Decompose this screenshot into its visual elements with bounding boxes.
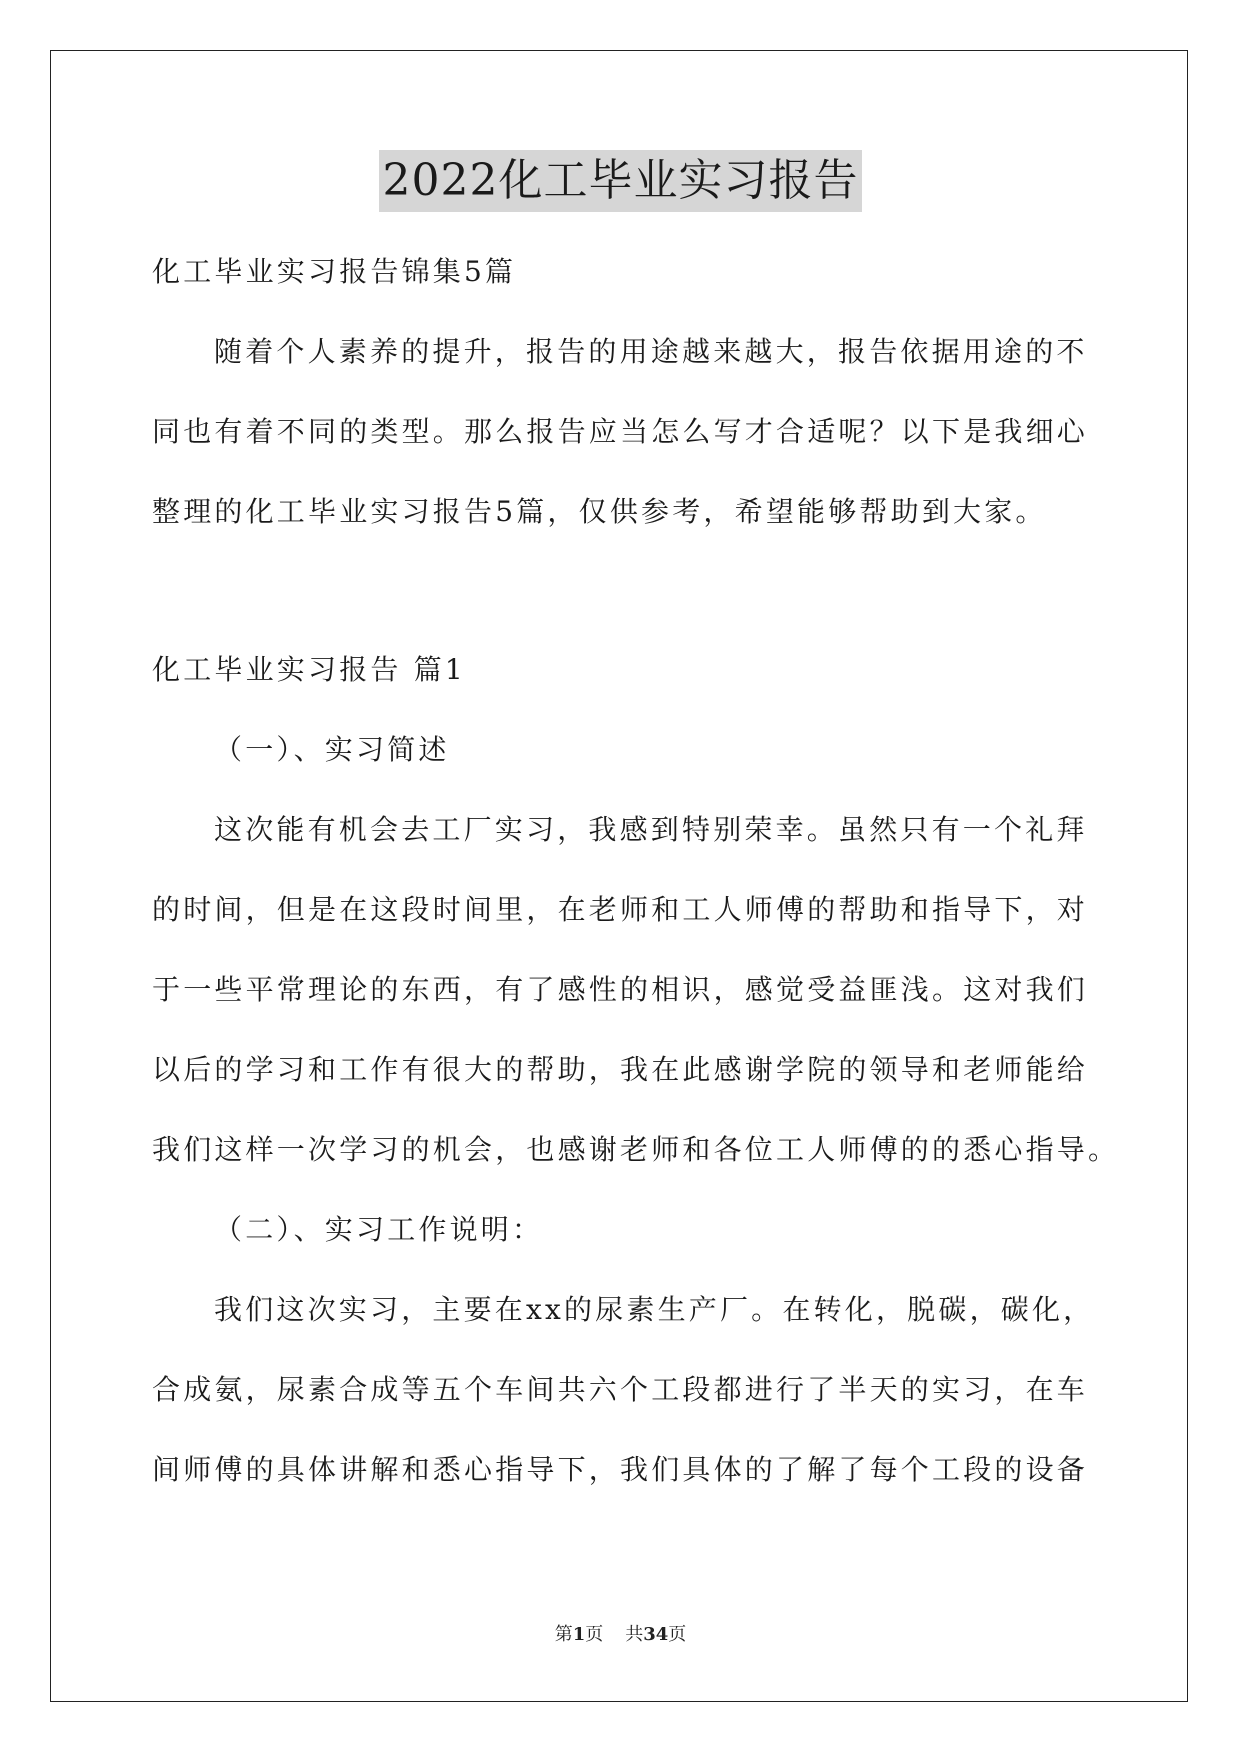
paragraph-line: 随着个人素养的提升，报告的用途越来越大，报告依据用途的不 xyxy=(214,335,1088,368)
paragraph-line: 间师傅的具体讲解和悉心指导下，我们具体的了解了每个工段的设备 xyxy=(152,1453,1089,1486)
page-number: 1 xyxy=(572,1624,586,1645)
paragraph-line: 的时间，但是在这段时间里，在老师和工人师傅的帮助和指导下，对 xyxy=(152,893,1089,926)
page-footer xyxy=(0,1620,1241,1646)
paragraph-line: 以后的学习和工作有很大的帮助，我在此感谢学院的领导和老师能给 xyxy=(152,1053,1089,1086)
paragraph-line: 我们这样一次学习的机会，也感谢老师和各位工人师傅的的悉心指导。 xyxy=(152,1133,1120,1166)
paragraph-line: 同也有着不同的类型。那么报告应当怎么写才合适呢？以下是我细心 xyxy=(152,415,1089,448)
paragraph-line: 我们这次实习，主要在xx的尿素生产厂。在转化，脱碳，碳化， xyxy=(214,1293,1095,1326)
title-container xyxy=(0,150,1241,212)
subsection-heading: （一）、实习简述 xyxy=(214,733,450,766)
total-prefix: 共 xyxy=(625,1624,644,1645)
subtitle-line: 化工毕业实习报告锦集5篇 xyxy=(152,255,517,288)
section-heading: 化工毕业实习报告 篇1 xyxy=(152,653,466,686)
paragraph-line: 这次能有机会去工厂实习，我感到特别荣幸。虽然只有一个礼拜 xyxy=(214,813,1088,846)
document-title: 2022化工毕业实习报告 xyxy=(379,150,863,212)
page-suffix: 页 xyxy=(585,1624,604,1645)
total-suffix: 页 xyxy=(668,1624,687,1645)
section-gap xyxy=(152,552,1100,630)
paragraph-line: 于一些平常理论的东西，有了感性的相识，感觉受益匪浅。这对我们 xyxy=(152,973,1089,1006)
page-prefix: 第 xyxy=(554,1624,573,1645)
subsection-heading: （二）、实习工作说明： xyxy=(214,1213,544,1246)
paragraph-line: 合成氨，尿素合成等五个车间共六个工段都进行了半天的实习，在车 xyxy=(152,1373,1089,1406)
page-total: 34 xyxy=(643,1624,669,1645)
document-body xyxy=(152,232,1120,1510)
paragraph-line: 整理的化工毕业实习报告5篇，仅供参考，希望能够帮助到大家。 xyxy=(152,495,1047,528)
